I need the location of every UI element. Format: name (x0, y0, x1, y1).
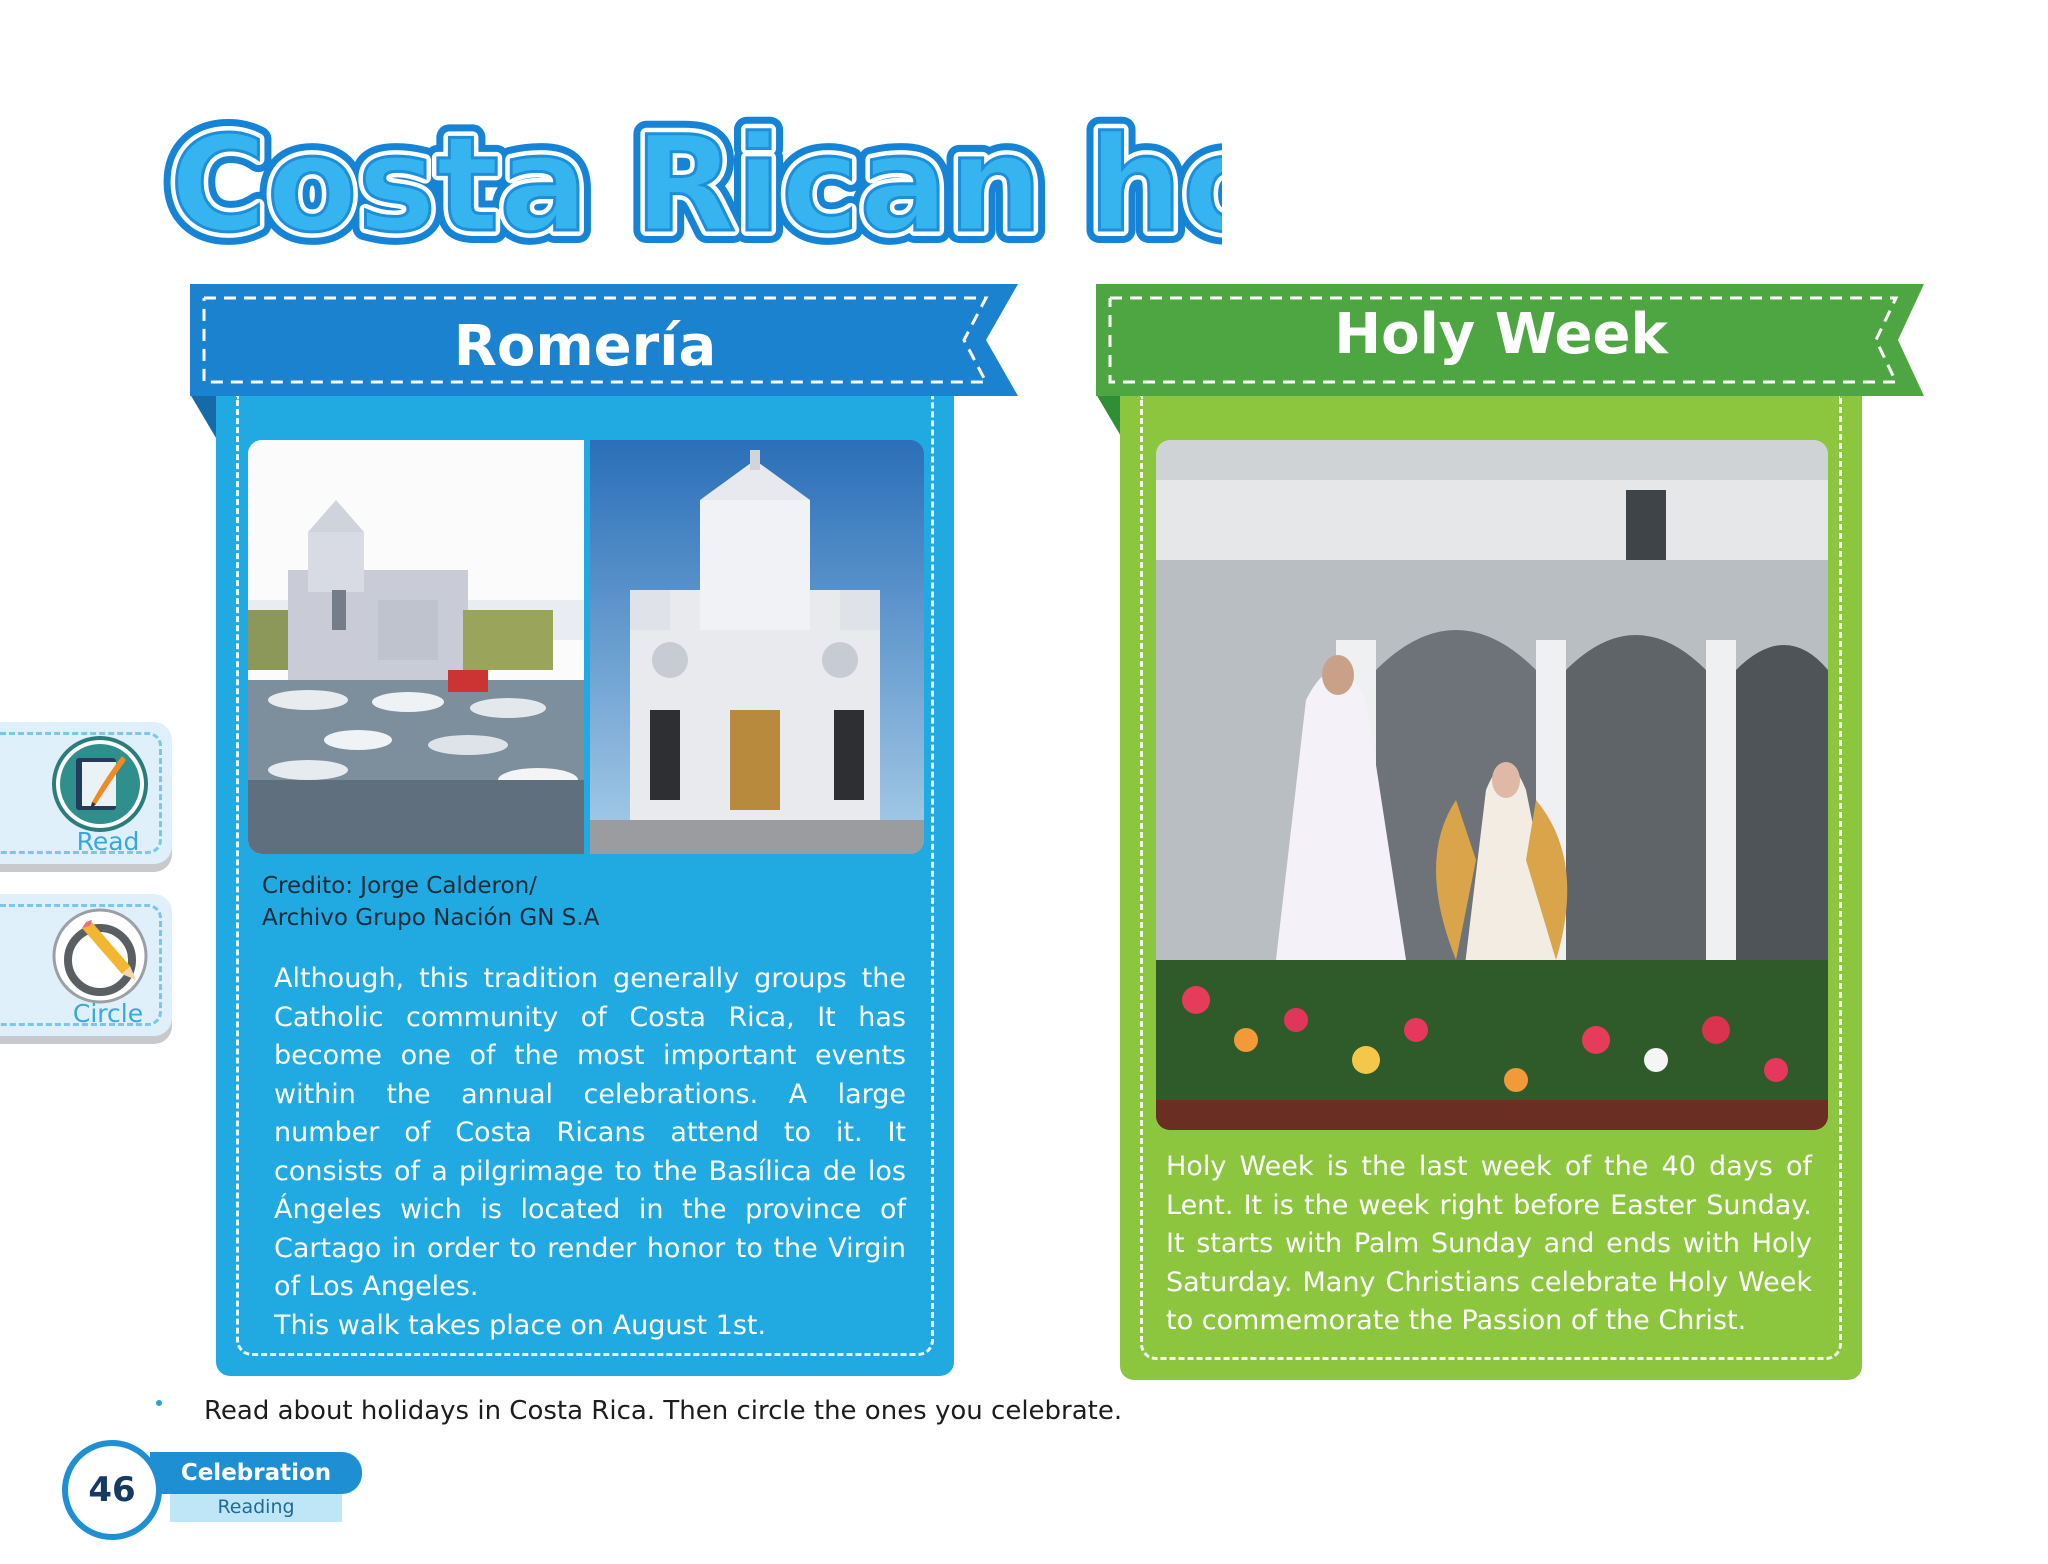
footer-section: Reading (170, 1492, 342, 1522)
side-tab-label: Circle (72, 999, 144, 1028)
page-title (162, 100, 1222, 270)
romeria-crowd-photo (248, 440, 584, 854)
credit-line: Credito: Jorge Calderon/ (262, 873, 537, 899)
svg-text:Costa Rican holidays: Costa Rican h (170, 108, 1183, 262)
procession-photo (1156, 440, 1828, 1130)
holy-week-ribbon (1096, 284, 1924, 396)
romeria-description (274, 960, 906, 1345)
holy-week-heading: Holy Week (1334, 301, 1668, 367)
photo-credit (262, 870, 599, 934)
romeria-ribbon (190, 284, 1018, 396)
side-tab-label: Read (76, 827, 140, 856)
book-icon (52, 736, 148, 832)
side-tab-read[interactable] (0, 722, 172, 864)
instruction-text: Read about holidays in Costa Rica. Then circle the ones you celebrate. (204, 1396, 1123, 1426)
svg-text:Costa Rican holidays: Costa Rican h (170, 108, 1183, 262)
page-number: 46 (62, 1440, 162, 1540)
holy-week-description: Holy Week is the last week of the 40 days of Lent. It is the week right before Easter Sunday. It starts with Palm Sunday and ends with Holy Saturday. Many Christians celebrate Holy Week to commemorate the Passion of the Christ. (1166, 1151, 1812, 1336)
romeria-date-sentence: This walk takes place on August 1st. (274, 1309, 767, 1341)
basilica-photo (590, 440, 924, 854)
ribbon-fold (1096, 394, 1122, 438)
romeria-heading: Romería (453, 313, 717, 379)
instruction-bullet (156, 1400, 162, 1406)
side-tab-circle[interactable] (0, 894, 172, 1036)
footer-unit: Celebration (150, 1452, 362, 1494)
pencil-circle-icon (52, 908, 148, 1004)
romeria-paragraph: Although, this tradition generally groups the Catholic community of Costa Rica, It has become one of the most important events within the annual celebrations. A large number of Costa Ricans attend to it. It consists of a pilgrimage to the Basílica de los Ángeles wich is located in the province of Cartago in order to render honor to the Virgin of Los Angeles. (274, 963, 906, 1302)
credit-line: Archivo Grupo Nación GN S.A (262, 905, 600, 931)
svg-text:Costa Rican holidays: Costa Rican h (170, 108, 1183, 262)
